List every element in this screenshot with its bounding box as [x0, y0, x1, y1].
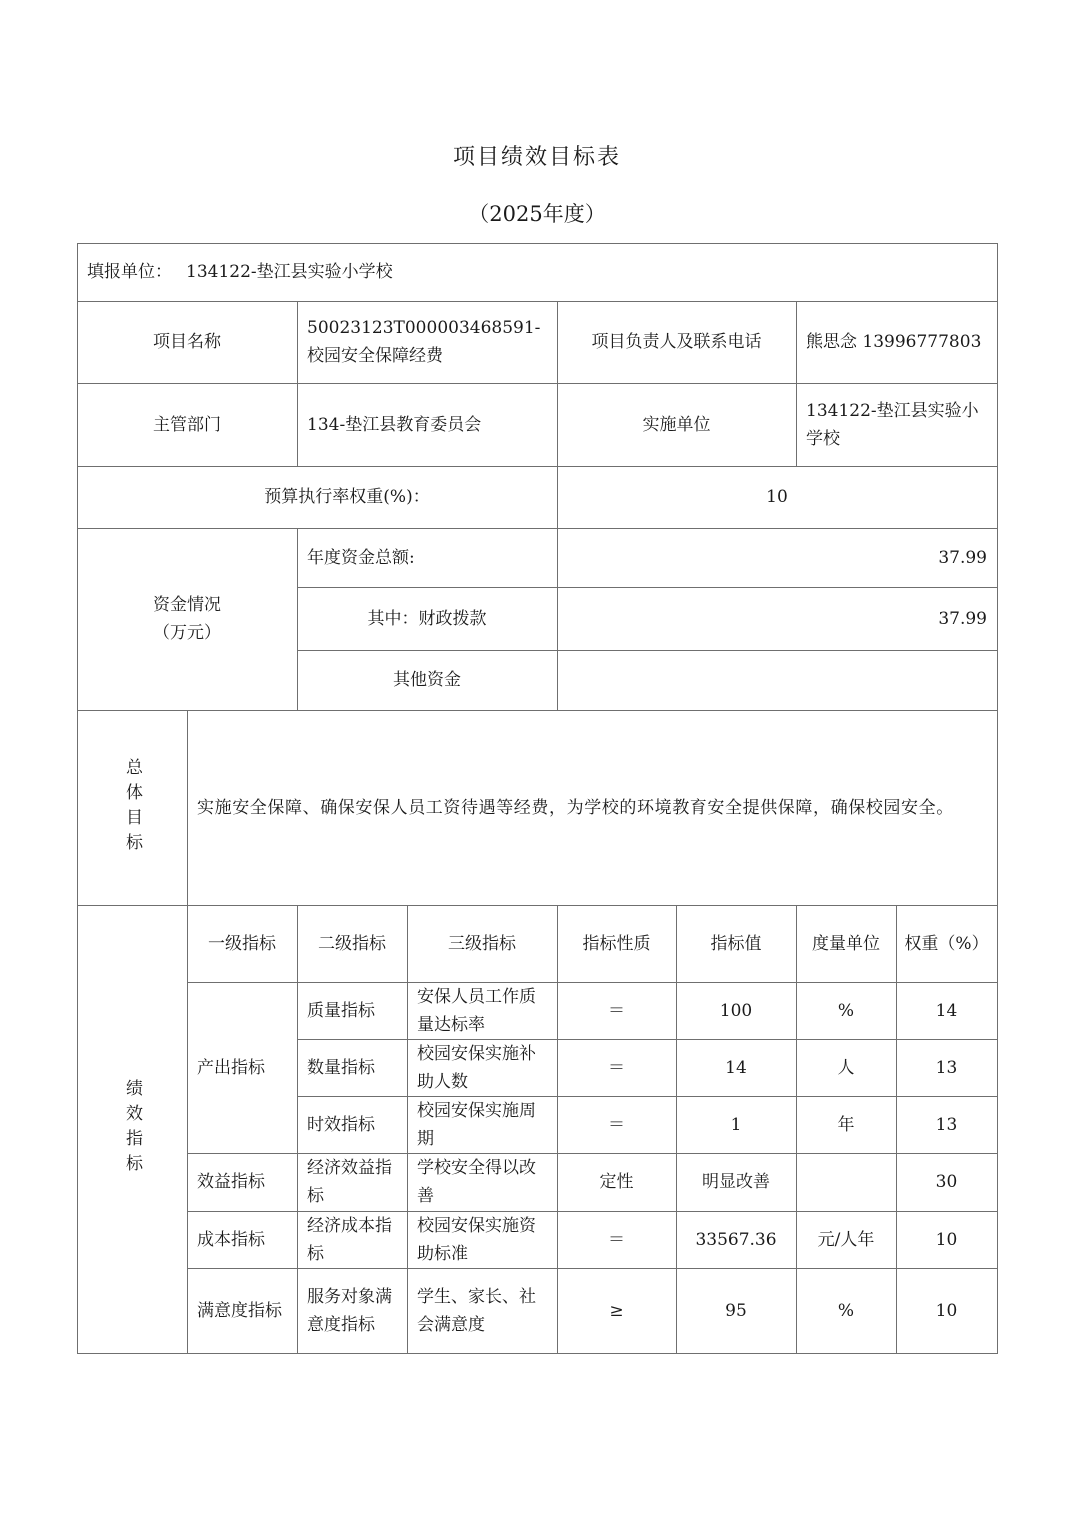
- level2-cell: 服务对象满意度指标: [307, 1286, 392, 1335]
- value-cell: 1: [730, 1114, 742, 1135]
- page-title: 项目绩效目标表: [452, 145, 621, 170]
- header-weight: 权重（%）: [904, 933, 989, 954]
- unit-cell: [796, 1153, 896, 1211]
- unit-cell: %: [837, 1000, 855, 1021]
- dept-label: 主管部门: [153, 414, 221, 435]
- nature-cell: ＝: [608, 1114, 625, 1135]
- funds-label-text: 资金情况: [153, 595, 221, 615]
- header-level2: 二级指标: [318, 933, 386, 954]
- funds-other-label: 其他资金: [393, 670, 461, 690]
- value-cell: 14: [725, 1057, 747, 1078]
- header-value: 指标值: [710, 933, 762, 954]
- reporting-unit-label: 填报单位：: [87, 262, 172, 282]
- budget-rate-label: 预算执行率权重(%)：: [264, 487, 430, 507]
- budget-rate-value: 10: [766, 487, 788, 507]
- nature-cell: ＝: [608, 1000, 625, 1021]
- level2-cell: 质量指标: [307, 1000, 375, 1021]
- header-nature: 指标性质: [582, 933, 651, 954]
- value-cell: 33567.36: [695, 1229, 777, 1250]
- weight-cell: 13: [935, 1057, 958, 1078]
- level2-cell: 经济成本指标: [307, 1215, 392, 1264]
- funds-total-value: 37.99: [938, 547, 987, 568]
- reporting-unit-value: 134122-垫江县实验小学校: [186, 262, 393, 282]
- level1-cost: 成本指标: [197, 1229, 265, 1250]
- level3-cell: 学校安全得以改善: [417, 1158, 536, 1206]
- level3-cell: 校园安保实施补助人数: [417, 1043, 536, 1092]
- level2-cell: 数量指标: [307, 1057, 375, 1078]
- unit-cell: 年: [837, 1114, 855, 1135]
- level1-satisfaction: 满意度指标: [197, 1300, 282, 1321]
- nature-cell: ＝: [608, 1229, 625, 1250]
- funds-fiscal-value: 37.99: [938, 608, 987, 629]
- page-subtitle: （2025年度）: [468, 202, 606, 226]
- weight-cell: 14: [935, 1000, 958, 1021]
- reporting-unit-row: [77, 243, 998, 301]
- impl-unit-label: 实施单位: [642, 414, 711, 435]
- unit-cell: 人: [837, 1057, 855, 1078]
- nature-cell: 定性: [599, 1172, 634, 1192]
- nature-cell: ≥: [609, 1300, 624, 1321]
- level1-benefit: 效益指标: [197, 1172, 265, 1192]
- indicators-section-label: 绩效指标: [122, 1079, 142, 1179]
- level3-cell: 校园安保实施周期: [417, 1100, 536, 1149]
- nature-cell: ＝: [608, 1057, 625, 1078]
- funds-total-label: 年度资金总额:: [307, 547, 415, 568]
- weight-cell: 30: [935, 1172, 958, 1192]
- funds-fiscal-label: 其中：财政拨款: [367, 608, 487, 629]
- header-unit: 度量单位: [812, 933, 880, 954]
- level2-cell: 时效指标: [307, 1114, 375, 1135]
- funds-other-value: [557, 650, 997, 710]
- value-cell: 95: [725, 1300, 747, 1321]
- project-contact-value: 熊思念 13996777803: [806, 332, 982, 352]
- level1-output: 产出指标: [197, 1057, 265, 1078]
- project-contact-label: 项目负责人及联系电话: [591, 332, 762, 352]
- value-cell: 明显改善: [702, 1172, 770, 1192]
- project-name-value: 50023123T000003468591-校园安全保障经费: [307, 318, 541, 366]
- value-cell: 100: [719, 1000, 753, 1021]
- funds-label: [77, 528, 297, 710]
- weight-cell: 13: [935, 1114, 958, 1135]
- weight-cell: 10: [935, 1300, 958, 1321]
- goal-text: 实施安全保障、确保安保人员工资待遇等经费，为学校的环境教育安全提供保障，确保校园安全。: [197, 797, 954, 818]
- impl-unit-value: 134122-垫江县实验小学校: [806, 400, 979, 449]
- project-name-label: 项目名称: [153, 332, 221, 352]
- level3-cell: 安保人员工作质量达标率: [417, 986, 536, 1035]
- header-level3: 三级指标: [448, 933, 516, 954]
- unit-cell: 元/人年: [817, 1229, 875, 1250]
- level2-cell: 经济效益指标: [307, 1158, 392, 1206]
- header-level1: 一级指标: [208, 933, 276, 954]
- level3-cell: 校园安保实施资助标准: [417, 1215, 536, 1264]
- funds-unit-text: （万元）: [153, 623, 221, 643]
- level3-cell: 学生、家长、社会满意度: [417, 1286, 536, 1335]
- weight-cell: 10: [935, 1229, 958, 1250]
- unit-cell: %: [837, 1300, 855, 1321]
- dept-value: 134-垫江县教育委员会: [307, 414, 482, 435]
- goal-label: 总体目标: [122, 757, 142, 858]
